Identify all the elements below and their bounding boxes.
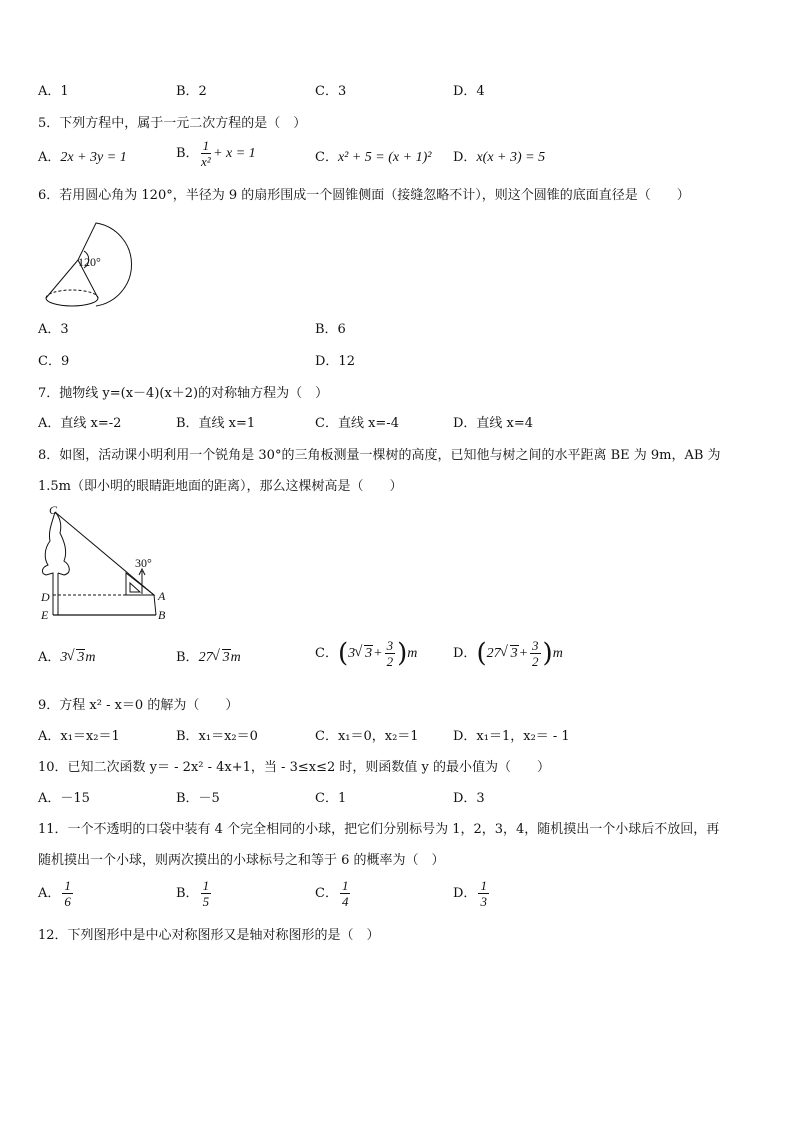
q8-label-a: A (158, 589, 166, 603)
q5-d-label: D． (453, 150, 477, 165)
q8-label-d: D (41, 590, 50, 604)
q11-option-b (176, 878, 213, 909)
q8-c-radicand: 3 (365, 646, 373, 661)
q8-b-label: B． (176, 650, 199, 665)
q11-a-label: A． (38, 886, 61, 901)
q11-stem-line1: 11．一个不透明的口袋中装有 4 个完全相同的小球，把它们分别标号为 1，2，3，4，随机摸出一个小球后不放回，再 (38, 822, 720, 837)
q5-stem: 5．下列方程中，属于一元二次方程的是（ ） (38, 116, 307, 131)
q8-c-label: C． (315, 646, 338, 661)
q5-option-a (38, 150, 127, 166)
q9-option-d: D．x₁＝1，x₂＝ - 1 (453, 729, 570, 744)
q8-angle-label: 30° (135, 556, 152, 570)
q11-option-d (453, 878, 491, 909)
q8-label-e: E (41, 608, 49, 622)
q11-c-numerator: 1 (341, 878, 349, 893)
q8-a-coef: 3 (60, 650, 68, 665)
q5-b-label: B． (176, 146, 199, 161)
q11-option-c (315, 878, 352, 909)
q6-stem: 6．若用圆心角为 120°，半径为 9 的扇形围成一个圆锥侧面（接缝忽略不计），则这个圆锥的底面直径是（ ） (38, 188, 690, 203)
q7-option-d: D．直线 x=4 (453, 416, 534, 431)
q7-option-a: A．直线 x=-2 (38, 416, 122, 431)
q8-a-label: A． (38, 650, 61, 665)
q5-option-b (176, 138, 256, 169)
q11-c-label: C． (315, 886, 338, 901)
q5-b-numerator: 1 (202, 138, 210, 153)
q5-b-denominator: x² (200, 154, 211, 169)
q6-option-a: A．3 (38, 322, 69, 337)
q8-b-unit: m (230, 650, 241, 665)
q10-stem: 10．已知二次函数 y＝ - 2x² - 4x+1，当 - 3≤x≤2 时，则函数值 y 的最小值为（ ） (38, 760, 550, 775)
q6-cone-figure (38, 218, 138, 314)
q7-option-b: B．直线 x=1 (176, 416, 256, 431)
q8-option-b (176, 650, 241, 666)
q8-option-c: C．(3√ 3+ $\frac{3}{2}$ )m (315, 638, 417, 669)
q8-d-coef: 27 (486, 646, 501, 661)
q8-b-radicand: 3 (222, 650, 230, 665)
q11-d-numerator: 1 (480, 878, 487, 893)
q6-option-c: C．9 (38, 354, 70, 369)
q9-option-a: A．x₁＝x₂＝1 (38, 729, 120, 744)
q5-a-expr: 2x + 3y = 1 (60, 150, 127, 165)
q9-option-b: B．x₁＝x₂＝0 (176, 729, 258, 744)
q12-stem: 12．下列图形中是中心对称图形又是轴对称图形的是（ ） (38, 928, 380, 943)
q8-c-unit: m (407, 646, 418, 661)
q8-label-c: C (49, 503, 58, 517)
q5-option-d (453, 150, 545, 166)
q8-d-unit: m (552, 646, 563, 661)
q11-stem-line2: 随机摸出一个小球，则两次摸出的小球标号之和等于 6 的概率为（ ） (38, 853, 445, 868)
q6-angle-label: 120° (78, 255, 101, 269)
q10-option-b: B．－5 (176, 791, 220, 806)
q8-d-denominator: 2 (532, 654, 539, 669)
q8-option-d: D．(27√ 3+ $\frac{3}{2}$ )m (453, 638, 563, 669)
q5-b-rest: + x = 1 (213, 146, 256, 161)
q5-d-expr: x(x + 3) = 5 (476, 150, 546, 165)
q8-c-denominator: 2 (386, 654, 394, 669)
q11-d-label: D． (453, 886, 477, 901)
q7-stem: 7．抛物线 y=(x－4)(x＋2)的对称轴方程为（ ） (38, 386, 329, 401)
q8-b-coef: 27 (198, 650, 213, 665)
q11-a-denominator: 6 (64, 894, 71, 909)
q8-a-radicand: 3 (77, 650, 85, 665)
q6-option-b: B．6 (315, 322, 346, 337)
q11-c-denominator: 4 (341, 894, 349, 909)
q11-d-denominator: 3 (480, 894, 487, 909)
q8-d-label: D． (453, 646, 477, 661)
q4-option-b: B．2 (176, 84, 207, 99)
q7-option-c: C．直线 x=-4 (315, 416, 399, 431)
q6-option-d: D．12 (315, 354, 355, 369)
q10-option-a: A．－15 (38, 791, 90, 806)
q5-c-label: C． (315, 150, 338, 165)
q8-d-numerator: 3 (532, 638, 539, 653)
q8-label-b: B (158, 608, 166, 622)
q9-option-c: C．x₁＝0，x₂＝1 (315, 729, 419, 744)
q4-option-a: A．1 (38, 84, 69, 99)
q5-a-label: A． (38, 150, 61, 165)
q4-option-d: D．4 (453, 84, 485, 99)
q11-b-denominator: 5 (202, 894, 210, 909)
q8-stem-line2: 1.5m（即小明的眼睛距地面的距离），那么这棵树高是（ ） (38, 479, 403, 494)
q11-a-numerator: 1 (64, 878, 71, 893)
q8-stem-line1: 8．如图，活动课小明利用一个锐角是 30°的三角板测量一棵树的高度，已知他与树之间的水平距离 BE 为 9m，AB 为 (38, 448, 721, 463)
q11-b-numerator: 1 (202, 878, 210, 893)
q5-option-c (315, 150, 431, 166)
q8-tree-figure (38, 505, 178, 623)
q8-c-numerator: 3 (386, 638, 394, 653)
q5-c-expr: x² + 5 = (x + 1)² (337, 150, 432, 165)
q11-option-a (38, 878, 75, 909)
q8-c-coef: 3 (348, 646, 356, 661)
q9-stem: 9．方程 x² - x＝0 的解为（ ） (38, 698, 239, 713)
q4-option-c: C．3 (315, 84, 347, 99)
q8-a-unit: m (85, 650, 96, 665)
q8-d-radicand: 3 (510, 646, 518, 661)
q10-option-c: C．1 (315, 791, 347, 806)
q11-b-label: B． (176, 886, 199, 901)
q10-option-d: D．3 (453, 791, 485, 806)
q8-option-a (38, 650, 96, 666)
